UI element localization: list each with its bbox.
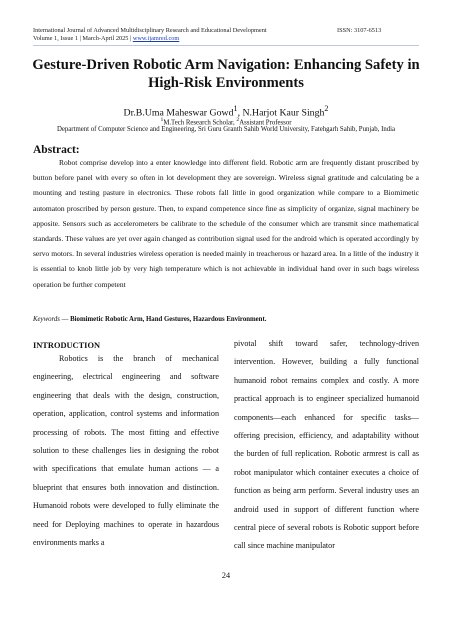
journal-website-link[interactable]: www.ijamred.com — [132, 35, 180, 43]
author-2: N.Harjot Kaur Singh — [242, 107, 325, 119]
author-1: Dr.B.Uma Maheswar Gowd — [123, 107, 234, 119]
abstract-text: Robot comprise develop into a enter knowledge into different field. Robotic arm are frequently distant proscribed by button before panel with every so often in lot development they are sovereign. Wireless signal gratitude and calculating be a mounting and testing pasture in electronics. These robots fall little in good organization while compare to a Biomimetic automaton proscribed by person gesture. Then, to expand competence since fine as simplicity of organize, signal machinery be apposite. Sensors such as accelerometers be calibrate to the schedule of the consumer which are transmit since mathematical standards. These values are yet over again changed as contribution signal used for the android which is operated accordingly by servo motors. In several industries wireless operation is needed mainly in treacherous or hazard area. In a little of the industry it is essential to knob little job by very high temperature which is not achievable in individual hand over in such bags wireless operation be further competent — [33, 158, 419, 289]
abstract-heading: Abstract: — [33, 144, 80, 156]
journal-name: International Journal of Advanced Multidisciplinary Research and Educational Development — [33, 27, 267, 34]
introduction-text-left: Robotics is the branch of mechanical engineering, electrical engineering and software engineering that deals with the design, construction, operation, application, control systems and information processing of robots. The most fitting and effective solution to these challenges lies in designing the robot with specifications that emulate human actions — a blueprint that ensures both innovation and distinction. Humanoid robots were developed to fully eliminate the need for Deploying machines to operate in hazardous environments marks a — [33, 354, 219, 548]
role-1-sup: 1 — [160, 117, 164, 123]
page-number: 24 — [221, 571, 231, 580]
journal-header — [33, 27, 333, 44]
paper-title: Gesture-Driven Robotic Arm Navigation: Enhancing Safety in High-Risk Environments — [32, 57, 420, 91]
role-2: Assistant Professor — [239, 119, 292, 127]
keywords-label: Keywords — [33, 316, 60, 323]
keywords-text: Biomimetic Robotic Arm, Hand Gestures, Hazardous Environment. — [70, 316, 267, 323]
role-2-sup: 2 — [236, 117, 240, 123]
keywords-line — [33, 316, 266, 323]
author-2-sup: 2 — [324, 104, 329, 113]
author-separator: , — [237, 107, 243, 119]
header-divider — [33, 45, 419, 46]
volume-info: Volume 1, Issue 1 | March-April 2025 | — [33, 35, 132, 43]
right-column — [234, 335, 419, 556]
volume-line — [33, 35, 333, 43]
author-1-sup: 1 — [233, 104, 238, 113]
department: Department of Computer Science and Engineering, Sri Guru Granth Sahib World University, Fatehgarh Sahib, Punjab, India — [56, 126, 396, 133]
introduction-heading: INTRODUCTION — [33, 341, 101, 350]
author-roles — [0, 117, 452, 126]
role-1: M.Tech Research Scholar, — [163, 119, 237, 127]
introduction-text-right: pivotal shift toward safer, technology-driven intervention. However, building a fully functional humanoid robot remains complex and costly. A more practical approach is to engineer specialized humanoid components—each enhanced for specific tasks—offering precision, efficiency, and adaptability without the burden of full replication. Robotic armrest is call as robot manipulator which container executes a choice of function as being arm perform. Several industry uses an android used in support of different function where central piece of several robots is Robotic support before call since machine manipulator — [234, 339, 419, 551]
issn: ISSN: 3107-6513 — [337, 27, 382, 34]
keywords-dash: — — [59, 316, 71, 323]
left-column — [33, 340, 219, 552]
